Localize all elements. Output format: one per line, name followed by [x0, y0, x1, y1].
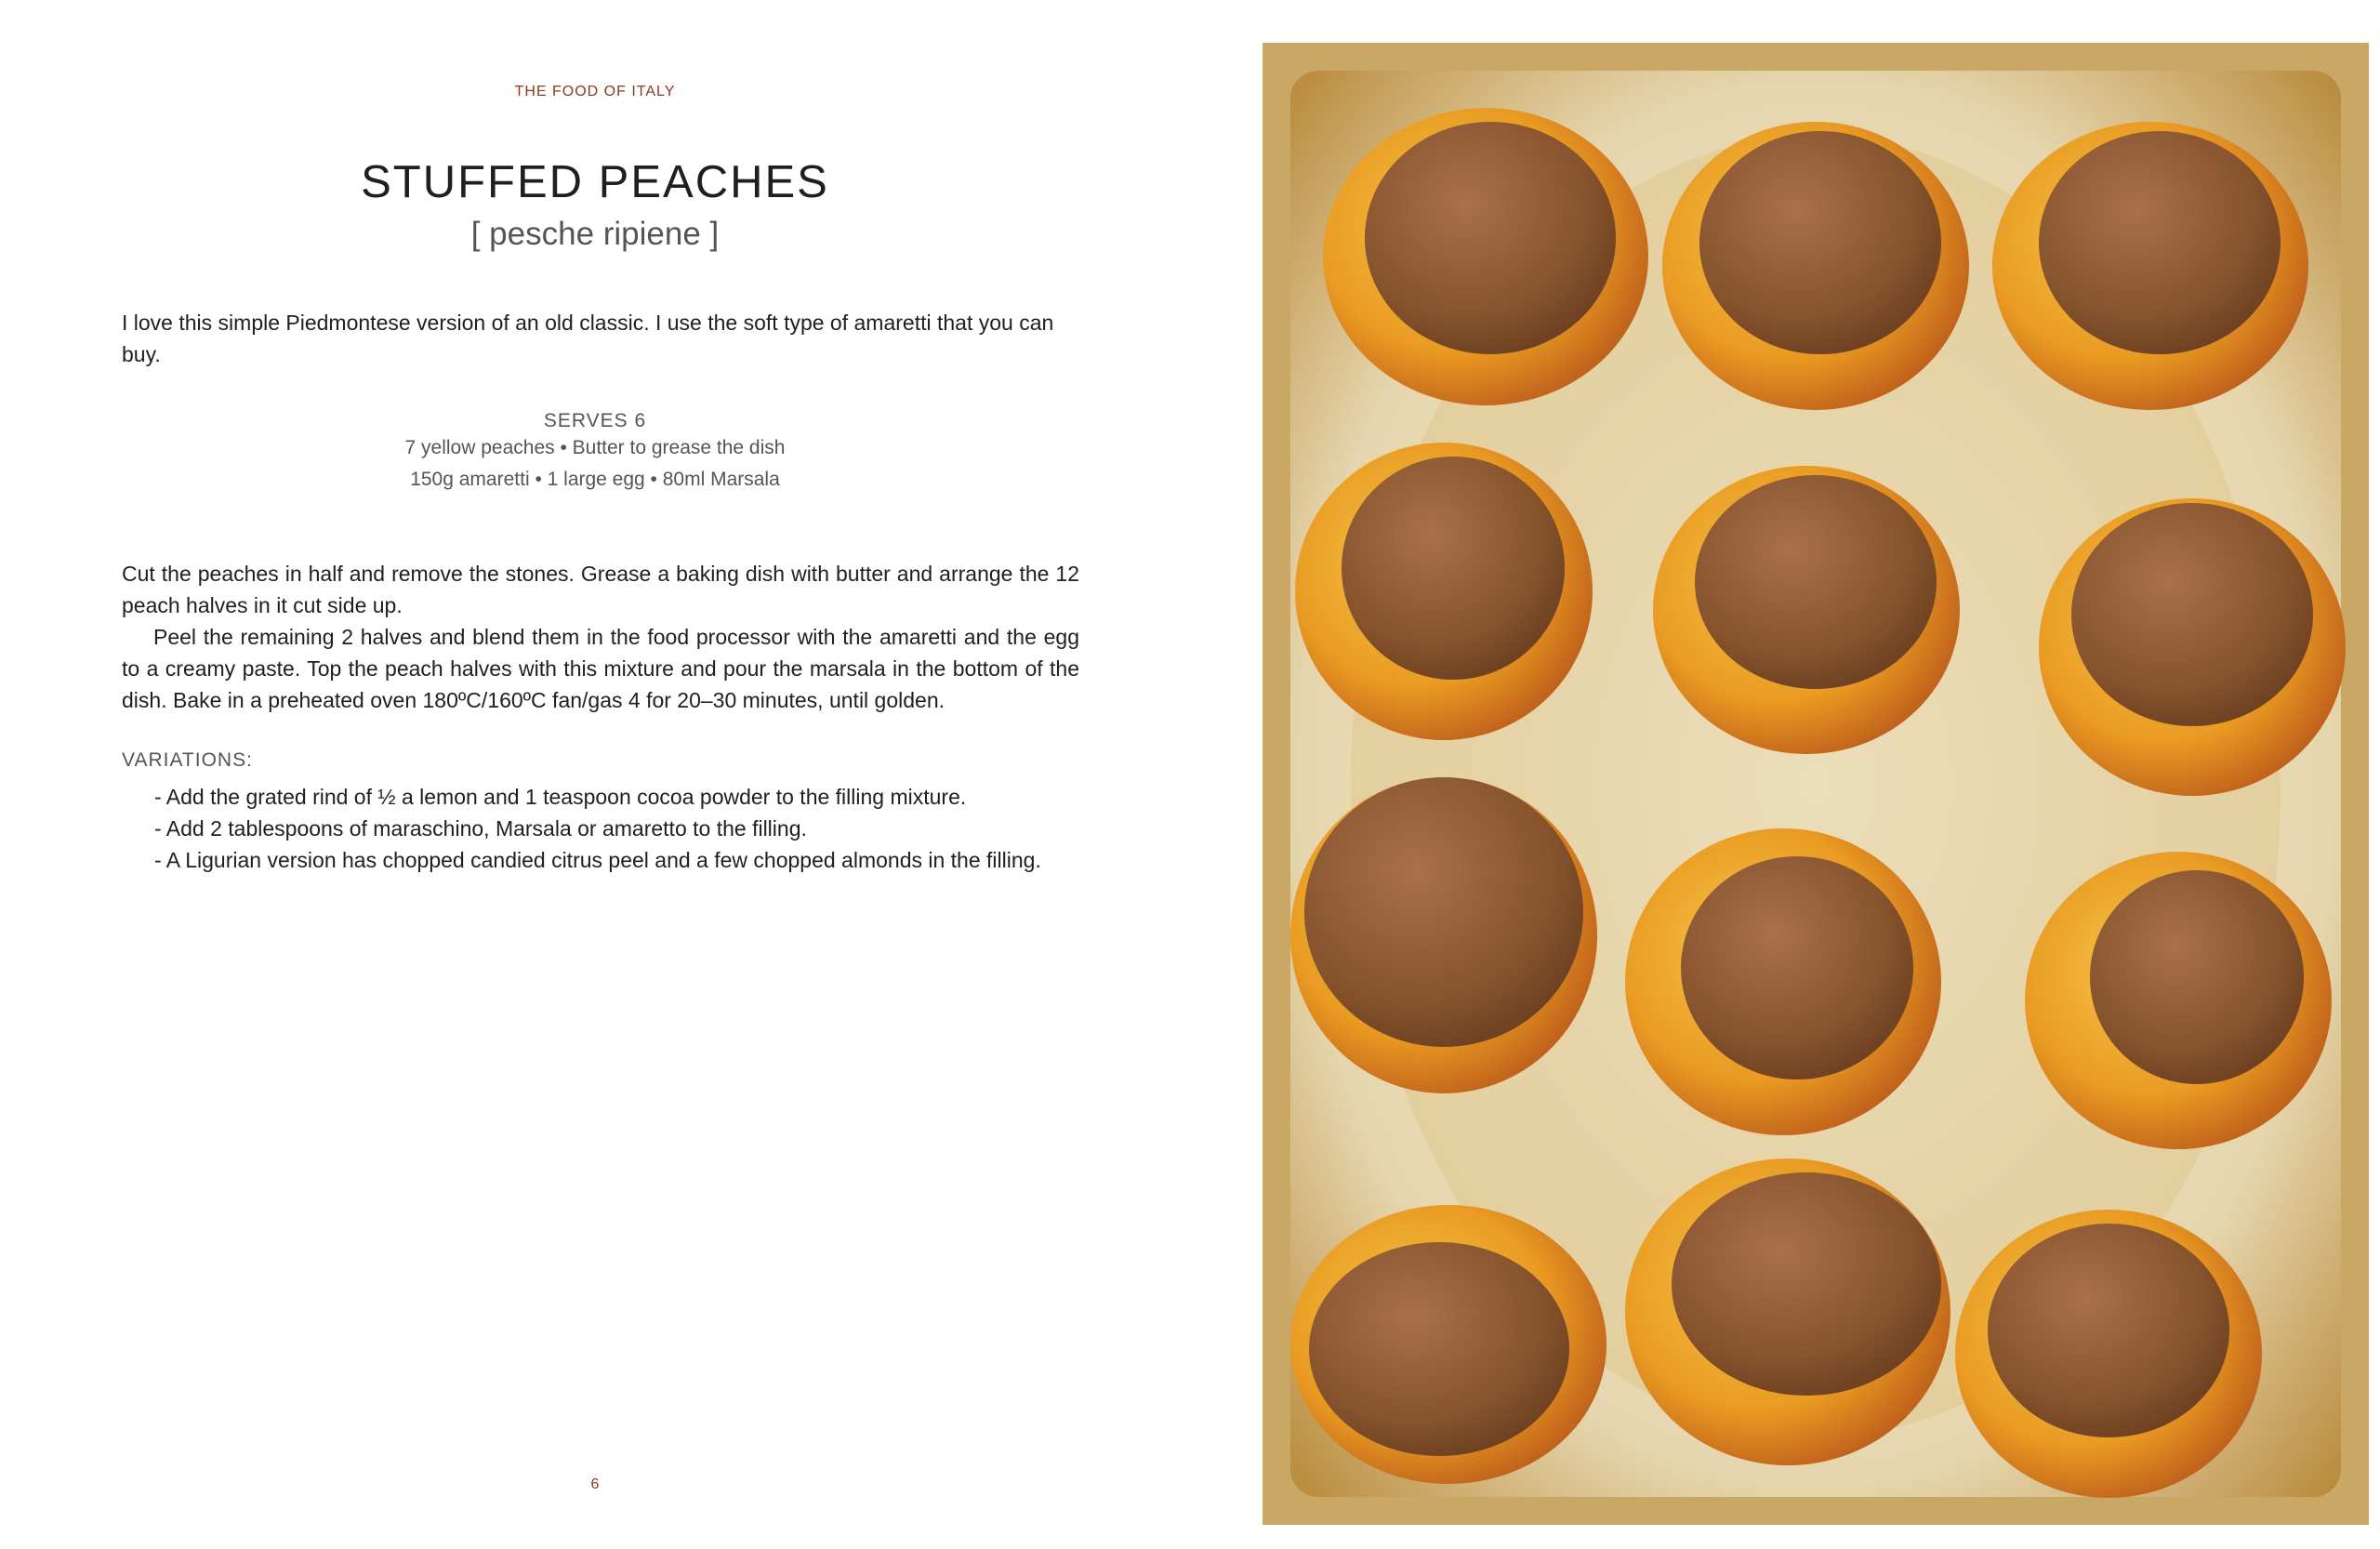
method-paragraph: Peel the remaining 2 halves and blend them in the food processor with the amaretti and the egg to a creamy paste. Top the peach halves with this mixture and pour the marsala in the bottom of the dish. Bake in a preheated oven 180ºC/160ºC fan/gas 4 for 20–30 minutes, until golden. [122, 625, 1079, 712]
serves-label: SERVES 6 [543, 410, 647, 431]
intro-paragraph: I love this simple Piedmontese version of an old classic. I use the soft type of amaretti that you can buy. [122, 311, 1054, 366]
peach-half [1323, 108, 1648, 405]
peach-half [1625, 1158, 1950, 1465]
peach-half [1955, 1210, 2262, 1498]
recipe-title: STUFFED PEACHES [361, 157, 829, 207]
peach-half [1290, 1205, 1606, 1484]
peach-half [1653, 466, 1960, 754]
stuffed-peaches-photo [1263, 43, 2369, 1525]
peach-half [1625, 828, 1941, 1135]
recipe-photo [1263, 43, 2369, 1525]
peach-half [2039, 498, 2346, 796]
variations-heading: VARIATIONS: [122, 749, 253, 771]
peach-half [1992, 122, 2308, 410]
running-head: THE FOOD OF ITALY [514, 84, 676, 99]
page-number: 6 [590, 1476, 600, 1492]
recipe-subtitle: [ pesche ripiene ] [470, 216, 720, 252]
ingredient-line: 150g amaretti • 1 large egg • 80ml Marsala [410, 469, 780, 490]
method-paragraph: Cut the peaches in half and remove the stones. Grease a baking dish with butter and arrange the 12 peach halves in it cut side up. [122, 562, 1079, 617]
peach-half [1295, 443, 1593, 740]
variation-item: - A Ligurian version has chopped candied citrus peel and a few chopped almonds in the filling. [154, 848, 1041, 872]
peach-half [1290, 777, 1597, 1093]
peach-half [1662, 122, 1969, 410]
variation-item: - Add 2 tablespoons of maraschino, Marsala or amaretto to the filling. [154, 816, 807, 841]
variation-item: - Add the grated rind of ½ a lemon and 1 teaspoon cocoa powder to the filling mixture. [154, 785, 967, 809]
peach-half [2025, 852, 2332, 1149]
variations-list [154, 781, 1084, 876]
method-text [122, 558, 1079, 716]
ingredient-line: 7 yellow peaches • Butter to grease the dish [404, 437, 786, 458]
